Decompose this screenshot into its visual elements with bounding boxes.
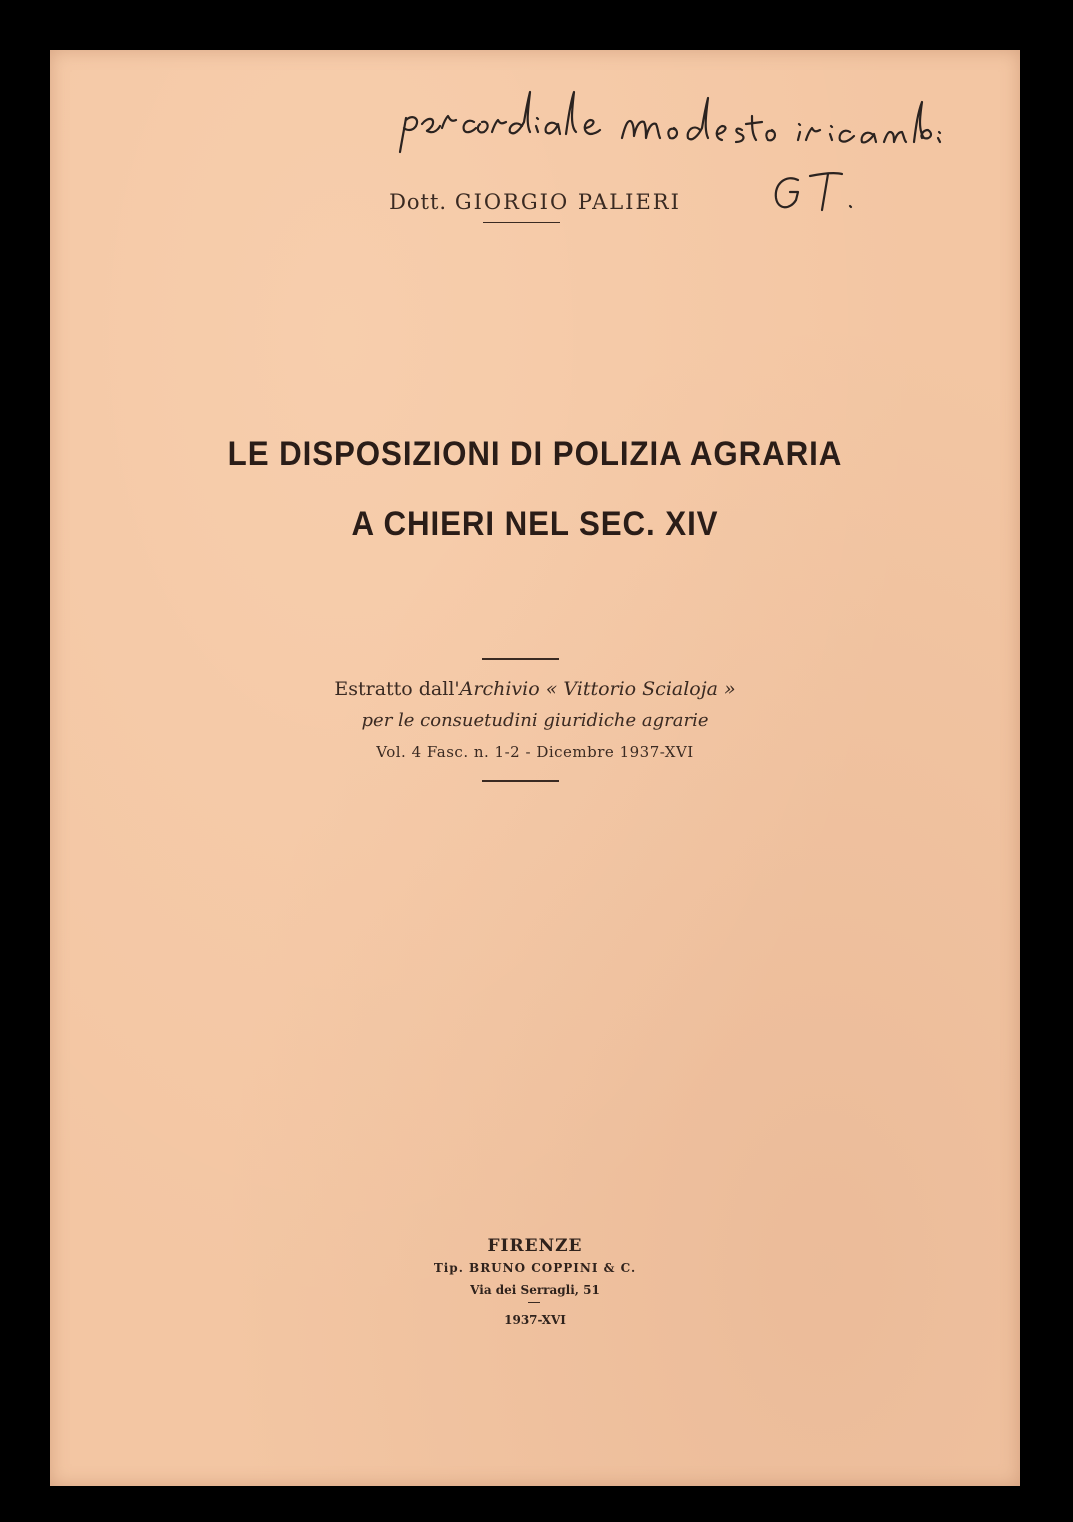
author-line [50, 190, 1020, 214]
extract-volume: Vol. 4 Fasc. n. 1-2 - Dicembre 1937-XVI [376, 743, 694, 761]
imprint-year: 1937-XVI [504, 1313, 566, 1327]
title-line-2: A CHIERI NEL SEC. XIV [351, 505, 719, 543]
extract-subtitle: per le consuetudini giuridiche agrarie [361, 710, 709, 731]
imprint-dash [528, 1302, 540, 1303]
title-line-1: LE DISPOSIZIONI DI POLIZIA AGRARIA [227, 435, 843, 473]
author-prefix: Dott. [389, 190, 448, 214]
extract-intro: Estratto dall' [334, 678, 460, 700]
divider-bottom [482, 780, 559, 782]
booklet-cover [50, 50, 1020, 1486]
imprint-address: Via dei Serragli, 51 [470, 1283, 600, 1297]
author-name: GIORGIO PALIERI [454, 190, 681, 214]
imprint-city: FIRENZE [487, 1236, 583, 1256]
archive-name: Archivio « Vittorio Scialoja » [459, 678, 736, 700]
extract-line [50, 678, 1020, 700]
imprint-printer: Tip. BRUNO COPPINI & C. [433, 1261, 637, 1275]
divider-top [482, 658, 559, 660]
author-underline [483, 222, 560, 223]
